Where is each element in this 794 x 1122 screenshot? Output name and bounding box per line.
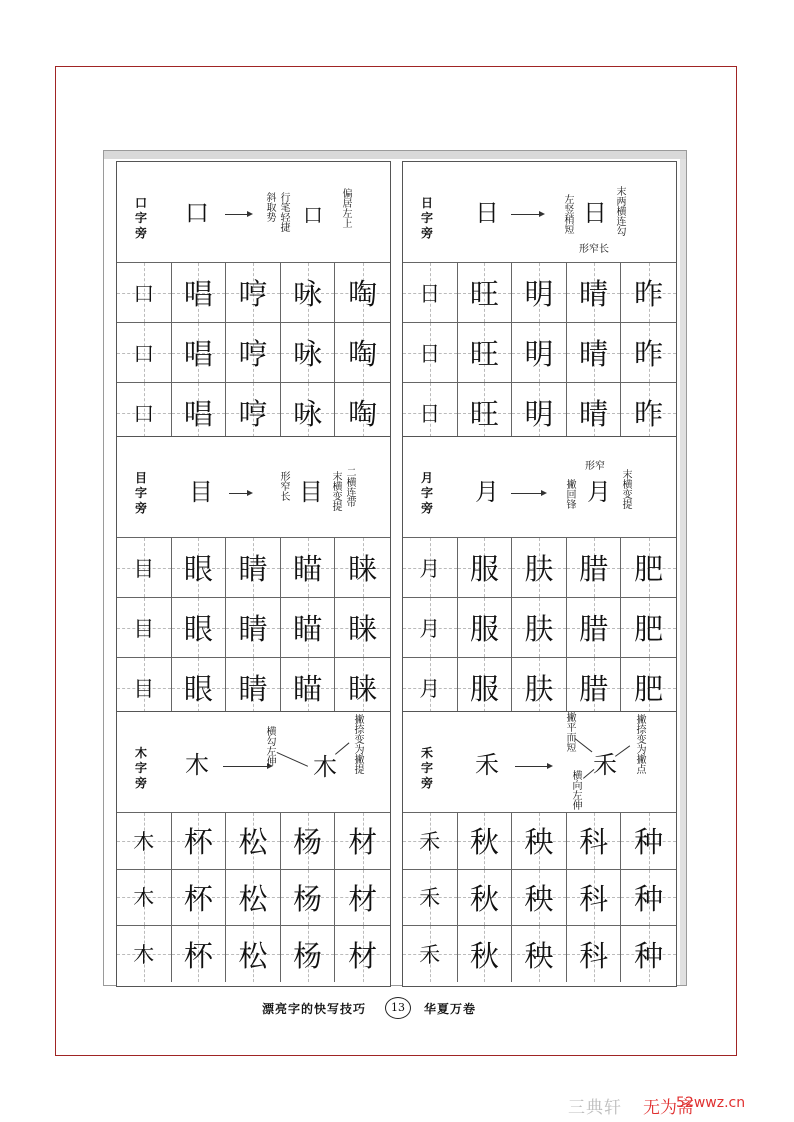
note-1: 形窄长 <box>278 471 289 501</box>
grid-cell: 腊 <box>567 597 622 657</box>
grid-cell: 科 <box>567 925 622 982</box>
leader-line <box>574 738 592 752</box>
panel-header <box>117 162 390 262</box>
grid-cell: 肥 <box>621 597 676 657</box>
leader-line <box>335 742 349 754</box>
grid-cell: 杯 <box>172 869 227 926</box>
grid-cell: 啕 <box>335 322 390 382</box>
panel-header <box>403 162 676 262</box>
grid-cell: 旺 <box>458 322 513 382</box>
grid-cell: 肥 <box>621 657 676 717</box>
grid-cell: 材 <box>335 925 390 982</box>
practice-sheet <box>103 150 687 986</box>
radical-label: 口字旁 <box>134 196 147 240</box>
grid-cell: 科 <box>567 812 622 869</box>
grid-cell: 昨 <box>621 382 676 442</box>
panel-yue <box>402 436 677 716</box>
grid-cell: 口 <box>117 382 172 442</box>
grid-cell: 松 <box>226 925 281 982</box>
grid-cell: 服 <box>458 657 513 717</box>
grid-cell: 木 <box>117 925 172 982</box>
panel-header <box>403 712 676 812</box>
grid-cell: 眼 <box>172 597 227 657</box>
grid-cell: 肥 <box>621 537 676 597</box>
grid-cell: 唱 <box>172 322 227 382</box>
leader-line <box>277 752 308 767</box>
grid-cell: 秋 <box>458 925 513 982</box>
note-2: 形窄 <box>585 461 605 472</box>
grid-cell: 松 <box>226 812 281 869</box>
note-1: 撇回锋 <box>564 479 575 509</box>
practice-grid <box>117 537 390 717</box>
grid-cell: 腊 <box>567 657 622 717</box>
grid-cell: 昨 <box>621 322 676 382</box>
grid-cell: 唱 <box>172 382 227 442</box>
grid-cell: 秧 <box>512 925 567 982</box>
panel-mu-eye <box>116 436 391 716</box>
panel-kou <box>116 161 391 441</box>
note-3: 末横变提 <box>330 471 341 511</box>
grid-cell: 口 <box>117 262 172 322</box>
arrow <box>225 214 251 215</box>
base-char: 禾 <box>475 751 499 779</box>
grid-cell: 晴 <box>567 262 622 322</box>
grid-cell: 旺 <box>458 262 513 322</box>
arrow <box>511 214 543 215</box>
practice-grid <box>403 537 676 717</box>
grid-cell: 肤 <box>512 597 567 657</box>
panel-mu-wood <box>116 711 391 987</box>
grid-cell: 啕 <box>335 262 390 322</box>
radical-label: 月字旁 <box>420 471 433 515</box>
grid-cell: 月 <box>403 657 458 717</box>
note-1: 行笔轻捷 <box>278 192 289 232</box>
note-2: 横向左伸 <box>570 770 581 810</box>
grid-cell: 材 <box>335 812 390 869</box>
result-char: 目 <box>299 478 323 506</box>
grid-cell: 目 <box>117 657 172 717</box>
grid-cell: 月 <box>403 537 458 597</box>
arrow <box>511 493 545 494</box>
note-1: 横勾左伸 <box>264 726 275 766</box>
panel-ri <box>402 161 677 441</box>
grid-cell: 晴 <box>567 382 622 442</box>
result-char: 月 <box>587 478 611 506</box>
grid-cell: 咏 <box>281 382 336 442</box>
radical-label: 目字旁 <box>134 471 147 515</box>
note-2: 斜取势 <box>264 192 275 222</box>
grid-cell: 明 <box>512 382 567 442</box>
grid-cell: 种 <box>621 812 676 869</box>
practice-grid <box>403 812 676 982</box>
grid-cell: 唱 <box>172 262 227 322</box>
radical-label: 日字旁 <box>420 196 433 240</box>
page-number: 13 <box>385 997 411 1019</box>
grid-cell: 日 <box>403 322 458 382</box>
grid-cell: 睛 <box>226 657 281 717</box>
note-1: 撇平而短 <box>564 712 575 752</box>
result-char: 木 <box>313 753 337 781</box>
note-3: 形窄长 <box>579 244 609 255</box>
grid-cell: 腊 <box>567 537 622 597</box>
grid-cell: 睐 <box>335 537 390 597</box>
base-char: 月 <box>475 478 499 506</box>
grid-cell: 瞄 <box>281 657 336 717</box>
radical-label: 木字旁 <box>134 746 147 790</box>
grid-cell: 睛 <box>226 537 281 597</box>
panel-he <box>402 711 677 987</box>
arrow <box>223 766 271 767</box>
grid-cell: 睐 <box>335 657 390 717</box>
note-2: 撇捺变为撇提 <box>352 714 363 774</box>
grid-cell: 杯 <box>172 925 227 982</box>
grid-cell: 杨 <box>281 812 336 869</box>
grid-cell: 日 <box>403 382 458 442</box>
grid-cell: 肤 <box>512 537 567 597</box>
grid-cell: 目 <box>117 597 172 657</box>
grid-cell: 月 <box>403 597 458 657</box>
grid-cell: 肤 <box>512 657 567 717</box>
grid-cell: 旺 <box>458 382 513 442</box>
grid-cell: 明 <box>512 322 567 382</box>
base-char: 木 <box>185 751 209 779</box>
grid-cell: 晴 <box>567 322 622 382</box>
grid-cell: 瞄 <box>281 597 336 657</box>
radical-label: 禾字旁 <box>420 746 433 790</box>
arrow <box>515 766 551 767</box>
grid-cell: 秋 <box>458 869 513 926</box>
panel-header <box>117 712 390 812</box>
grid-cell: 木 <box>117 812 172 869</box>
grid-cell: 禾 <box>403 925 458 982</box>
grid-cell: 种 <box>621 869 676 926</box>
grid-cell: 杨 <box>281 925 336 982</box>
grid-cell: 木 <box>117 869 172 926</box>
grid-cell: 松 <box>226 869 281 926</box>
grid-cell: 昨 <box>621 262 676 322</box>
grid-cell: 禾 <box>403 869 458 926</box>
result-char: 日 <box>583 199 607 227</box>
panel-header <box>403 437 676 537</box>
note-1: 左竖稍短 <box>562 194 573 234</box>
grid-cell: 杯 <box>172 812 227 869</box>
grid-cell: 秧 <box>512 869 567 926</box>
grid-cell: 睐 <box>335 597 390 657</box>
note-3: 偏居左上 <box>340 188 351 228</box>
result-char: 口 <box>303 203 323 227</box>
grid-cell: 眼 <box>172 537 227 597</box>
base-char: 口 <box>185 199 209 227</box>
note-2: 末两横连勾 <box>614 186 625 236</box>
grid-cell: 科 <box>567 869 622 926</box>
grid-cell: 哼 <box>226 322 281 382</box>
note-2: 二横连带 <box>344 467 355 507</box>
grid-cell: 睛 <box>226 597 281 657</box>
grid-cell: 禾 <box>403 812 458 869</box>
arrow <box>229 493 251 494</box>
grid-cell: 秋 <box>458 812 513 869</box>
grid-cell: 秧 <box>512 812 567 869</box>
watermark-gray: 三典轩 <box>568 1098 622 1118</box>
grid-cell: 哼 <box>226 262 281 322</box>
grid-cell: 瞄 <box>281 537 336 597</box>
grid-cell: 材 <box>335 869 390 926</box>
leader-line <box>615 745 630 756</box>
grid-cell: 明 <box>512 262 567 322</box>
grid-cell: 哼 <box>226 382 281 442</box>
grid-cell: 杨 <box>281 869 336 926</box>
grid-cell: 日 <box>403 262 458 322</box>
grid-cell: 服 <box>458 537 513 597</box>
practice-grid <box>117 262 390 442</box>
base-char: 日 <box>475 199 499 227</box>
note-3: 末横变提 <box>620 469 631 509</box>
publisher: 华夏万卷 <box>424 1002 477 1016</box>
panel-header <box>117 437 390 537</box>
grid-cell: 种 <box>621 925 676 982</box>
practice-grid <box>403 262 676 442</box>
watermark-red: 无为斋 <box>643 1098 694 1118</box>
watermark-url: 52wwz.cn <box>676 1095 746 1111</box>
grid-cell: 咏 <box>281 262 336 322</box>
grid-cell: 啕 <box>335 382 390 442</box>
grid-cell: 服 <box>458 597 513 657</box>
result-char: 禾 <box>593 751 617 779</box>
book-title: 漂亮字的快写技巧 <box>262 1002 367 1016</box>
grid-cell: 咏 <box>281 322 336 382</box>
grid-cell: 眼 <box>172 657 227 717</box>
grid-cell: 目 <box>117 537 172 597</box>
note-3: 撇捺变为撇点 <box>634 714 645 774</box>
base-char: 目 <box>189 478 213 506</box>
page-footer <box>0 997 794 1019</box>
practice-grid <box>117 812 390 982</box>
grid-cell: 口 <box>117 322 172 382</box>
